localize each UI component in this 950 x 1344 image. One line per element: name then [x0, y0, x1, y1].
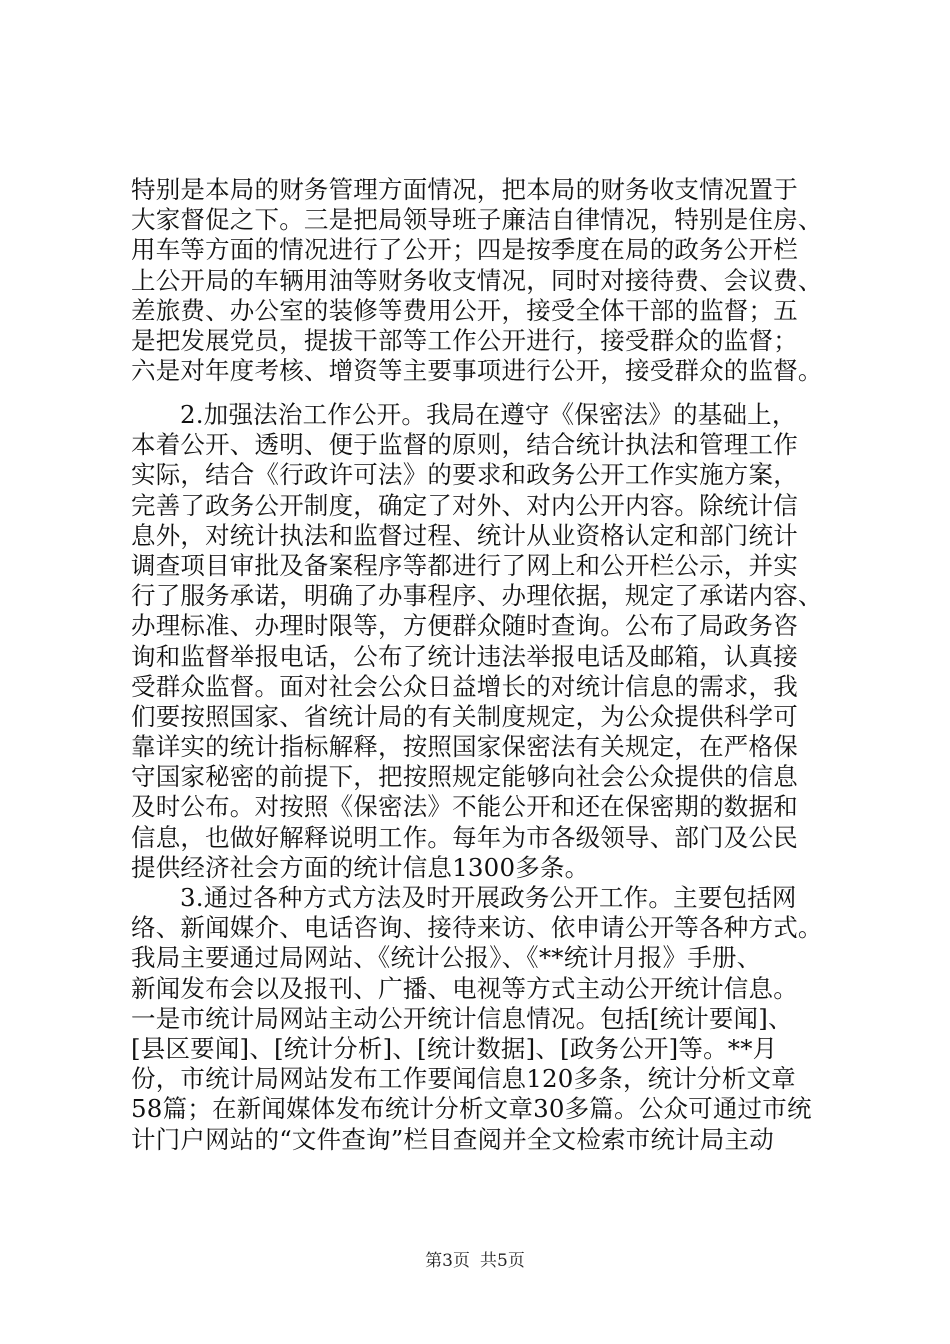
- text-line: 提供经济社会方面的统计信息1300多条。: [131, 852, 590, 882]
- text-line: 新闻发布会以及报刊、广播、电视等方式主动公开统计信息。: [131, 973, 798, 1003]
- text-line: 3.通过各种方式方法及时开展政务公开工作。主要包括网: [180, 883, 797, 912]
- text-line: 2.加强法治工作公开。我局在遵守《保密法》的基础上，: [180, 400, 797, 429]
- text-line: 用车等方面的情况进行了公开；四是按季度在局的政务公开栏: [131, 235, 798, 265]
- text-line: 实际，结合《行政许可法》的要求和政务公开工作实施方案，: [131, 460, 798, 490]
- text-line: 询和监督举报电话，公布了统计违法举报电话及邮箱，认真接: [131, 641, 798, 671]
- text-line: 及时公布。对按照《保密法》不能公开和还在保密期的数据和: [131, 792, 798, 822]
- text-line: 们要按照国家、省统计局的有关制度规定，为公众提供科学可: [131, 701, 798, 731]
- text-line: 本着公开、透明、便于监督的原则，结合统计执法和管理工作: [131, 430, 798, 460]
- text-line: 信息，也做好解释说明工作。每年为市各级领导、部门及公民: [131, 822, 798, 852]
- text-line: 守国家秘密的前提下，把按照规定能够向社会公众提供的信息: [131, 762, 798, 792]
- paragraph-block-2: [131, 400, 851, 1155]
- page-number-total: 共5页: [480, 1251, 525, 1271]
- text-line: 六是对年度考核、增资等主要事项进行公开，接受群众的监督。: [131, 356, 823, 386]
- text-line: 络、新闻媒介、电话咨询、接待来访、依申请公开等各种方式。: [131, 913, 823, 943]
- text-line: [县区要闻]、[统计分析]、[统计数据]、[政务公开]等。**月: [131, 1033, 778, 1063]
- page-number-current: 第3页: [425, 1251, 470, 1271]
- text-line: 一是市统计局网站主动公开统计信息情况。包括[统计要闻]、: [131, 1003, 793, 1033]
- text-line: 息外，对统计执法和监督过程、统计从业资格认定和部门统计: [131, 520, 798, 550]
- text-line: 受群众监督。面对社会公众日益增长的对统计信息的需求，我: [131, 671, 798, 701]
- text-line: 份，市统计局网站发布工作要闻信息120多条，统计分析文章: [131, 1064, 796, 1094]
- text-line: 行了服务承诺，明确了办事程序、办理依据，规定了承诺内容、: [131, 581, 823, 611]
- text-line: 上公开局的车辆用油等财务收支情况，同时对接待费、会议费、: [131, 265, 823, 295]
- text-line: 办理标准、办理时限等，方便群众随时查询。公布了局政务咨: [131, 611, 798, 641]
- text-line: 我局主要通过局网站、《统计公报》、《**统计月报》手册、: [131, 943, 762, 973]
- page-footer: [0, 1250, 950, 1272]
- text-line: 58篇；在新闻媒体发布统计分析文章30多篇。公众可通过市统: [131, 1094, 812, 1124]
- text-line: 大家督促之下。三是把局领导班子廉洁自律情况，特别是住房、: [131, 205, 823, 235]
- text-line: 计门户网站的“文件查询”栏目查阅并全文检索市统计局主动: [131, 1124, 774, 1154]
- text-line: 差旅费、办公室的装修等费用公开，接受全体干部的监督；五: [131, 295, 798, 325]
- text-line: 是把发展党员，提拔干部等工作公开进行，接受群众的监督；: [131, 325, 798, 355]
- text-line: 调查项目审批及备案程序等都进行了网上和公开栏公示，并实: [131, 550, 798, 580]
- text-line: 靠详实的统计指标解释，按照国家保密法有关规定，在严格保: [131, 732, 798, 762]
- text-line: 特别是本局的财务管理方面情况，把本局的财务收支情况置于: [131, 175, 798, 204]
- text-line: 完善了政务公开制度，确定了对外、对内公开内容。除统计信: [131, 490, 798, 520]
- paragraph-block-1: [131, 175, 851, 386]
